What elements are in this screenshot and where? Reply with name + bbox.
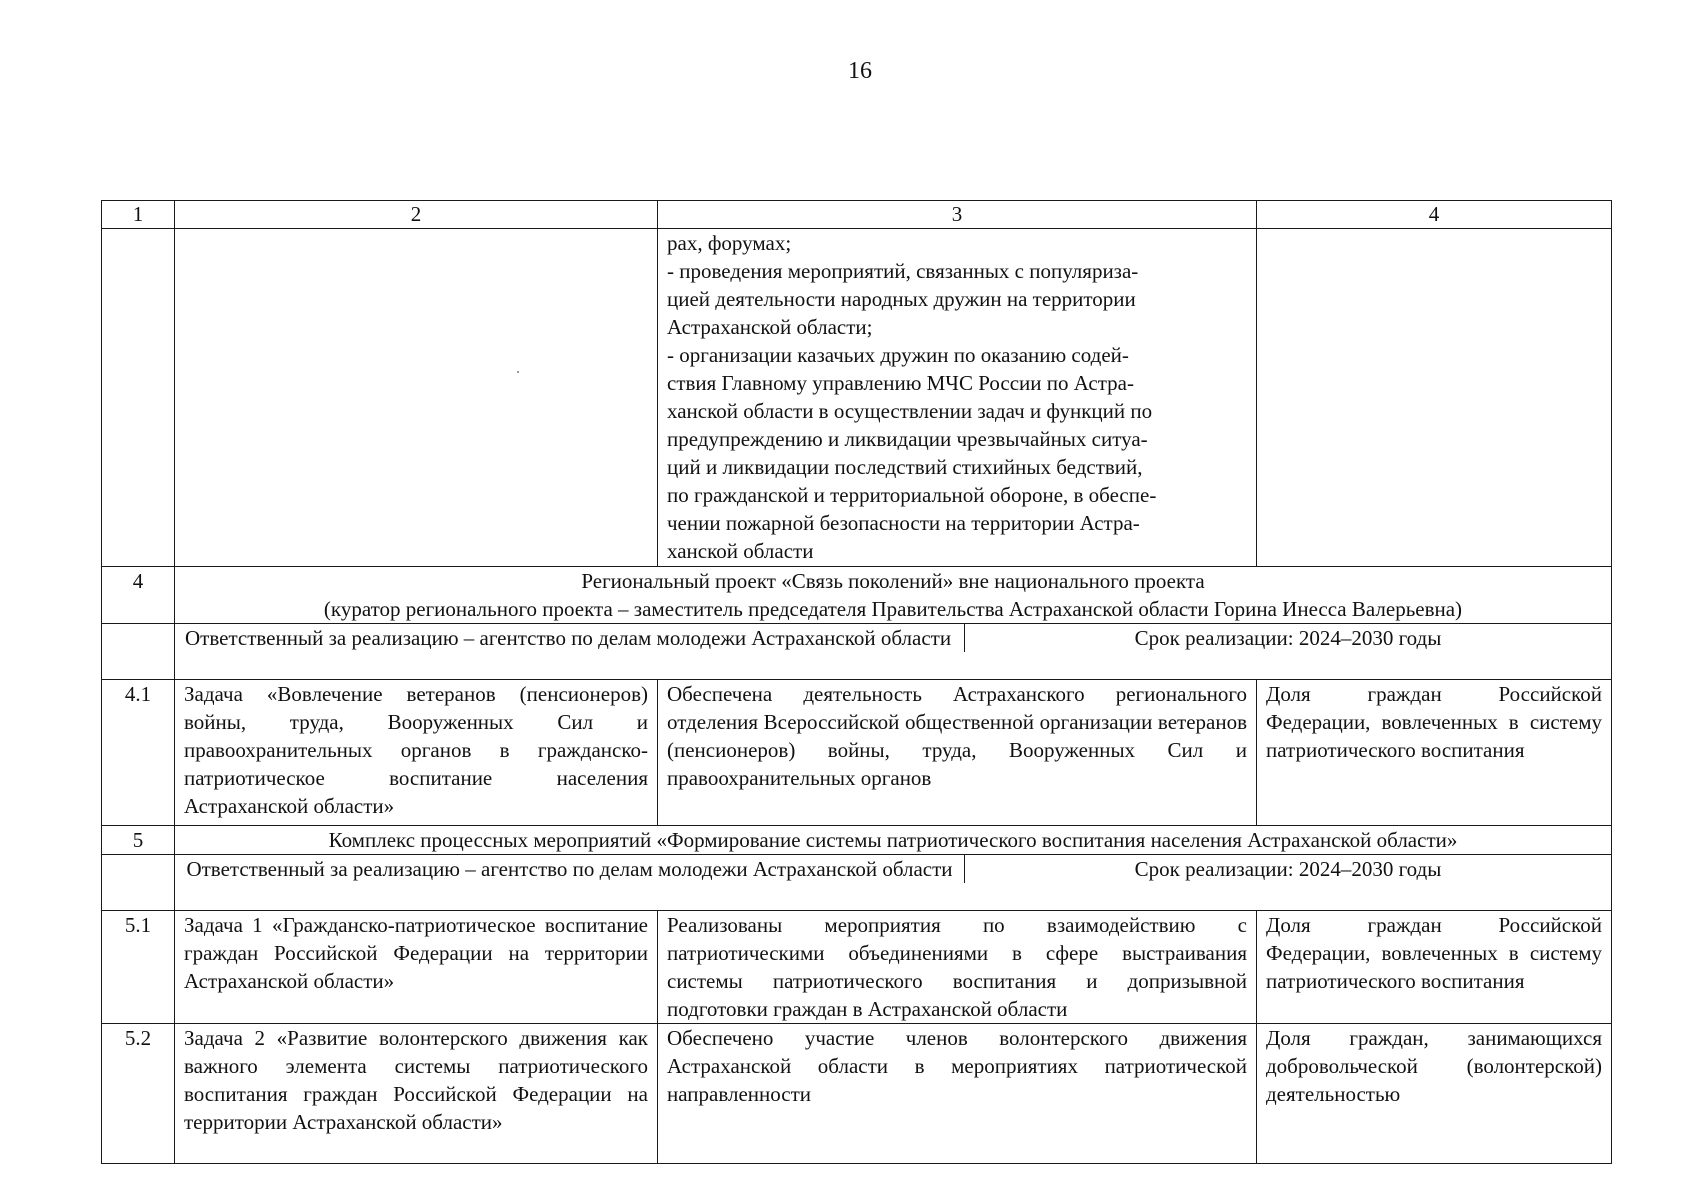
header-col-1: 1 <box>102 201 175 229</box>
section-5-responsible: Ответственный за реализацию – агентство по делам молодежи Астраханской области <box>185 855 965 883</box>
header-row <box>102 201 1612 229</box>
text-line: по гражданской и территориальной обороне, в обеспе- <box>667 483 1157 507</box>
section-5-title: Комплекс процессных мероприятий «Формирование системы патриотического воспитания населения Астраханской области» <box>175 826 1612 855</box>
text-line: чении пожарной безопасности на территории Астра- <box>667 511 1140 535</box>
row-5-2-number: 5.2 <box>102 1024 175 1164</box>
section-4-term: Срок реализации: 2024–2030 годы <box>1134 626 1442 650</box>
row-5-1-indicator: Доля граждан Российской Федерации, вовлеченных в систему патриотического воспитания <box>1257 911 1612 1024</box>
row-5-1-task: Задача 1 «Гражданско-патриотическое воспитание граждан Российской Федерации на территории Астраханской области» <box>175 911 658 1024</box>
section-4-title: Региональный проект «Связь поколений» вне национального проекта <box>581 569 1205 593</box>
text-line: цией деятельности народных дружин на территории <box>667 287 1136 311</box>
section-5-meta-cell <box>175 855 1612 911</box>
text-line: ствия Главному управлению МЧС России по Астра- <box>667 371 1134 395</box>
row-4-1 <box>102 680 1612 826</box>
text-line: - организации казачьих дружин по оказанию содей- <box>667 343 1129 367</box>
section-4-meta-num <box>102 624 175 680</box>
row-5-2-result: Обеспечено участие членов волонтерского движения Астраханской области в мероприятиях патриотической направленности <box>658 1024 1257 1164</box>
text-line: ций и ликвидации последствий стихийных бедствий, <box>667 455 1143 479</box>
text-line: Астраханской области; <box>667 315 873 339</box>
section-4-title-cell <box>175 567 1612 624</box>
row-5-1 <box>102 911 1612 1024</box>
text-line: ханской области <box>667 539 814 563</box>
text-line: ханской области в осуществлении задач и функций по <box>667 399 1153 423</box>
row-5-2-task: Задача 2 «Развитие волонтерского движения как важного элемента системы патриотического воспитания граждан Российской Федерации на территории Астраханской области» <box>175 1024 658 1164</box>
row-5-1-result: Реализованы мероприятия по взаимодействию с патриотическими объединениями в сфере выстраивания системы патриотического воспитания и допризывной подготовки граждан в Астраханской области <box>658 911 1257 1024</box>
program-table <box>101 200 1612 1164</box>
section-5-meta-row <box>102 855 1612 911</box>
cont-task-cell <box>175 229 658 567</box>
continuation-row <box>102 229 1612 567</box>
cont-indicator-cell <box>1257 229 1612 567</box>
section-4-row <box>102 567 1612 624</box>
section-4-meta-row <box>102 624 1612 680</box>
section-4-responsible: Ответственный за реализацию – агентство по делам молодежи Астраханской области <box>185 624 965 652</box>
section-4-meta-cell <box>175 624 1612 680</box>
cont-result-cell <box>658 229 1257 567</box>
section-4-number: 4 <box>102 567 175 624</box>
text-line: предупреждению и ликвидации чрезвычайных ситуа- <box>667 427 1148 451</box>
section-4-curator: (куратор регионального проекта – заместитель председателя Правительства Астраханской области Горина Инесса Валерьевна) <box>323 597 1463 621</box>
section-5-term: Срок реализации: 2024–2030 годы <box>1134 857 1442 881</box>
row-5-1-number: 5.1 <box>102 911 175 1024</box>
section-5-row <box>102 826 1612 855</box>
page-number: 16 <box>848 58 872 84</box>
row-4-1-number: 4.1 <box>102 680 175 826</box>
row-4-1-task: Задача «Вовлечение ветеранов (пенсионеров) войны, труда, Вооруженных Сил и правоохранительных органов в гражданско-патриотическое воспитание населения Астраханской области» <box>175 680 658 826</box>
row-5-2 <box>102 1024 1612 1164</box>
header-col-2: 2 <box>175 201 658 229</box>
header-col-4: 4 <box>1257 201 1612 229</box>
text-line: рах, форумах; <box>667 231 792 255</box>
row-4-1-result: Обеспечена деятельность Астраханского регионального отделения Всероссийской общественной организации ветеранов (пенсионеров) войны, труда, Вооруженных Сил и правоохранительных органов <box>658 680 1257 826</box>
row-5-2-indicator: Доля граждан, занимающихся добровольческой (волонтерской) деятельностью <box>1257 1024 1612 1164</box>
section-5-meta-num <box>102 855 175 911</box>
cont-num-cell <box>102 229 175 567</box>
text-line: - проведения мероприятий, связанных с популяриза- <box>667 259 1139 283</box>
row-4-1-indicator: Доля граждан Российской Федерации, вовлеченных в систему патриотического воспитания <box>1257 680 1612 826</box>
section-5-number: 5 <box>102 826 175 855</box>
header-col-3: 3 <box>658 201 1257 229</box>
